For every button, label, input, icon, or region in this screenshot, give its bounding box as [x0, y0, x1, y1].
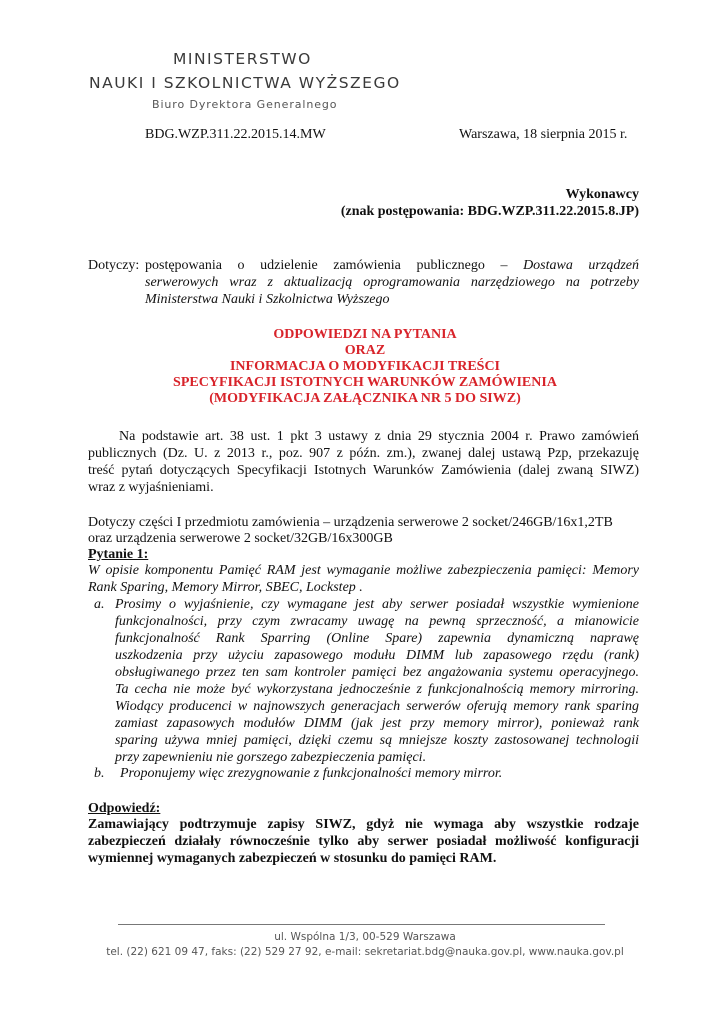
subject-line1-regular: postępowania o udzielenie zamówienia publicznego – [145, 258, 524, 273]
recipient-line2: (znak postępowania: BDG.WZP.311.22.2015.8.JP) [340, 204, 639, 219]
ministry-name-line2: NAUKI I SZKOLNICTWA WYŻSZEGO [89, 74, 401, 92]
question-a-marker: a. [94, 597, 105, 612]
place-date: Warszawa, 18 sierpnia 2015 r. [459, 127, 628, 142]
department-name: Biuro Dyrektora Generalnego [152, 98, 338, 111]
footer-address: ul. Wspólna 1/3, 00-529 Warszawa [274, 931, 456, 943]
title-line5: (MODYFIKACJA ZAŁĄCZNIKA NR 5 DO SIWZ) [209, 391, 521, 406]
intro-line2: publicznych (Dz. U. z 2013 r., poz. 907 z późn. zm.), zwanej dalej ustawą Pzp, przekazuję [88, 446, 639, 461]
part-line2: oraz urządzenia serwerowe 2 socket/32GB/16x300GB [88, 531, 393, 546]
intro-line1: Na podstawie art. 38 ust. 1 pkt 3 ustawy z dnia 29 stycznia 2004 r. Prawo zamówień [119, 429, 639, 444]
answer-line1: Zamawiający podtrzymuje zapisy SIWZ, gdyż nie wymaga aby wszystkie rodzaje [88, 817, 639, 832]
subject-label: Dotyczy: [88, 258, 140, 273]
question-a-line: zamiast zapasowych modułów DIMM (jak jest przy memory mirror), ponieważ rank [115, 716, 639, 731]
subject-line1 [145, 257, 639, 274]
title-line4: SPECYFIKACJI ISTOTNYCH WARUNKÓW ZAMÓWIENIA [173, 375, 557, 390]
footer-contact: tel. (22) 621 09 47, faks: (22) 529 27 92, e-mail: sekretariat.bdg@nauka.gov.pl, www.nauka.gov.pl [106, 946, 624, 958]
answer-heading: Odpowiedź: [88, 801, 161, 816]
title-line3: INFORMACJA O MODYFIKACJI TREŚCI [229, 359, 501, 374]
ministry-name-line1: MINISTERSTWO [173, 50, 312, 68]
reference-number: BDG.WZP.311.22.2015.14.MW [145, 127, 326, 142]
question-a-line: funkcjonalności, przy czym zwracamy uwagę na pewną sprzeczność, a mianowicie [115, 614, 639, 629]
question-a-line: Ta cecha nie może być wykorzystana jednocześnie z funkcjonalnością memory mirroring. [115, 682, 639, 697]
question-a-line: uszkodzenia przy użyciu zapasowego modułu DIMM lub zapasowego rzędu (rank) [115, 648, 639, 663]
footer-divider [118, 924, 605, 925]
subject-line3: Ministerstwa Nauki i Szkolnictwa Wyższego [145, 292, 390, 307]
answer-line3: wymiennej wymaganych zabezpieczeń w stosunku do pamięci RAM. [88, 851, 497, 866]
question-b-marker: b. [94, 766, 105, 781]
question-a-line: obsługiwanego przez ten sam kontroler pamięci bez angażowania systemu operacyjnego. [115, 665, 639, 680]
question-a-line: Prosimy o wyjaśnienie, czy wymagane jest aby serwer posiadał wszystkie wymienione [115, 597, 639, 612]
intro-line4: wraz z wyjaśnieniami. [88, 480, 214, 495]
question-a-line: sparing używa mniej pamięci, dzięki czemu są mniejsze koszty zastosowanej technologii [115, 733, 639, 748]
question-intro-line2: Rank Sparing, Memory Mirror, SBEC, Lockstep . [88, 580, 363, 595]
part-line1: Dotyczy części I przedmiotu zamówienia – urządzenia serwerowe 2 socket/246GB/16x1,2TB [88, 515, 613, 530]
intro-line3: treść pytań dotyczących Specyfikacji Istotnych Warunków Zamówienia (dalej zwaną SIWZ) [88, 463, 639, 478]
question-b-text: Proponujemy więc zrezygnowanie z funkcjonalności memory mirror. [120, 766, 503, 781]
question-a-line: Wiodący producenci w najnowszych generacjach serwerów oferują memory rank sparing [115, 699, 639, 714]
title-line2: ORAZ [344, 343, 386, 358]
question-a-line: funkcjonalność Rank Sparring (Online Spare) zapewnia dynamiczną naprawę [115, 631, 639, 646]
question-intro-line1: W opisie komponentu Pamięć RAM jest wymaganie możliwe zabezpieczenia pamięci: Memory [88, 563, 639, 578]
question-heading: Pytanie 1: [88, 547, 149, 562]
question-a-line: przy zapewnieniu nie gorszego zabezpieczenia pamięci. [115, 750, 427, 765]
subject-line1-italic: Dostawa urządzeń [523, 258, 639, 273]
title-line1: ODPOWIEDZI NA PYTANIA [273, 327, 457, 342]
answer-line2: zabezpieczeń działały równocześnie tylko aby serwer posiadał możliwość konfiguracji [88, 834, 639, 849]
recipient-line1: Wykonawcy [565, 187, 639, 202]
subject-line2: serwerowych wraz z aktualizacją oprogramowania narzędziowego na potrzeby [145, 275, 639, 290]
